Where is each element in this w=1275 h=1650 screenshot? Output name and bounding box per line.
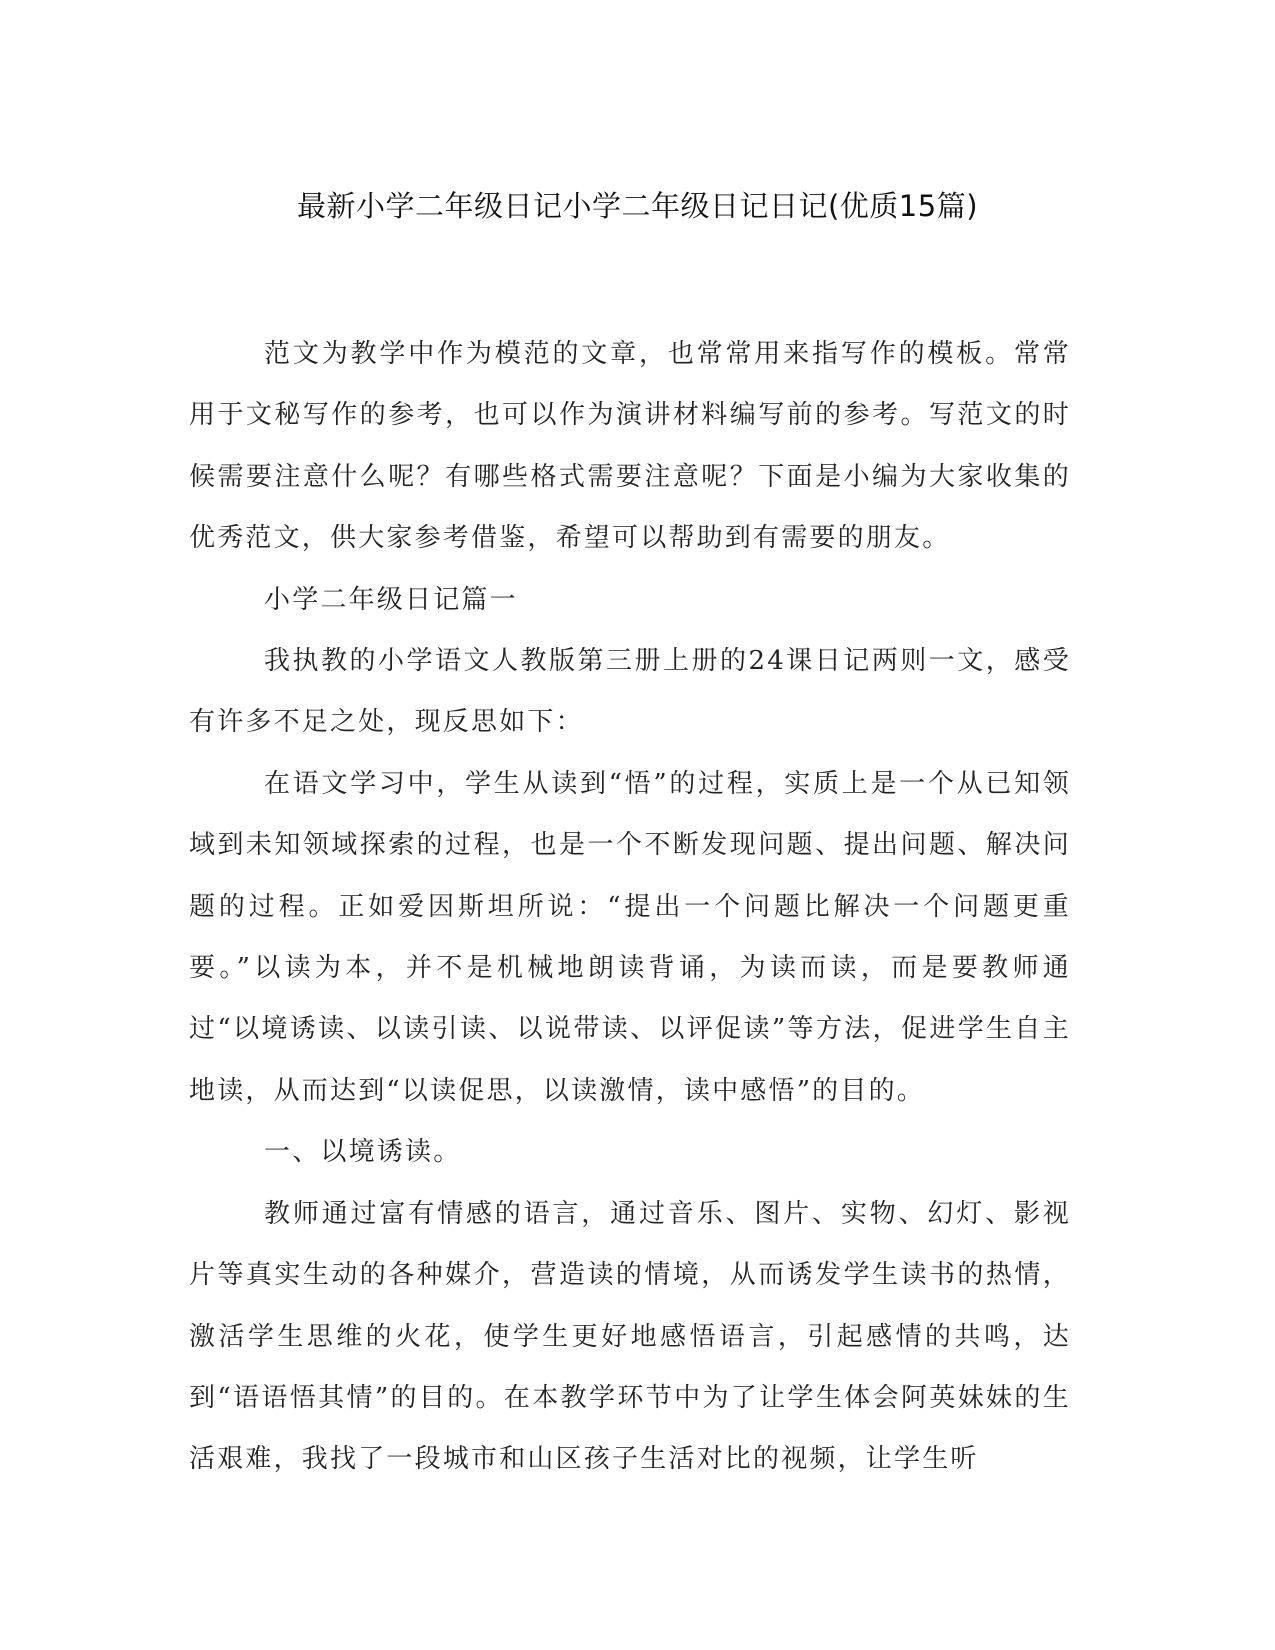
- document-title: 最新小学二年级日记小学二年级日记日记(优质15篇): [296, 189, 979, 223]
- section-heading-part-one: 小学二年级日记篇一: [264, 584, 518, 615]
- paragraph-reading-process: 在语文学习中，学生从读到“悟”的过程，实质上是一个从已知领域到未知领域探索的过程，也是一个不断发现问题、提出问题、解决问题的过程。正如爱因斯坦所说：“提出一个问题比解决一个问题更重要。”以读为本，并不是机械地朗读背诵，为读而读，而是要教师通过“以境诱读、以读引读、以说带读、以评促读”等方法，促进学生自主地读，从而达到“以读促思，以读激情，读中感悟”的目的。: [189, 768, 1071, 1106]
- subheading-context-reading: 一、以境诱读。: [264, 1137, 462, 1168]
- paragraph-lesson: 我执教的小学语文人教版第三册上册的24课日记两则一文，感受有许多不足之处，现反思如下：: [189, 646, 1071, 738]
- paragraph-intro: 范文为教学中作为模范的文章，也常常用来指写作的模板。常常用于文秘写作的参考，也可以作为演讲材料编写前的参考。写范文的时候需要注意什么呢？有哪些格式需要注意呢？下面是小编为大家收集的优秀范文，供大家参考借鉴，希望可以帮助到有需要的朋友。: [189, 339, 1071, 554]
- paragraph-context-reading: 教师通过富有情感的语言，通过音乐、图片、实物、幻灯、影视片等真实生动的各种媒介，营造读的情境，从而诱发学生读书的热情，激活学生思维的火花，使学生更好地感悟语言，引起感情的共鸣，达到“语语悟其情”的目的。在本教学环节中为了让学生体会阿英妹妹的生活艰难，我找了一段城市和山区孩子生活对比的视频，让学生听: [189, 1198, 1071, 1475]
- document-body: [189, 324, 1071, 1491]
